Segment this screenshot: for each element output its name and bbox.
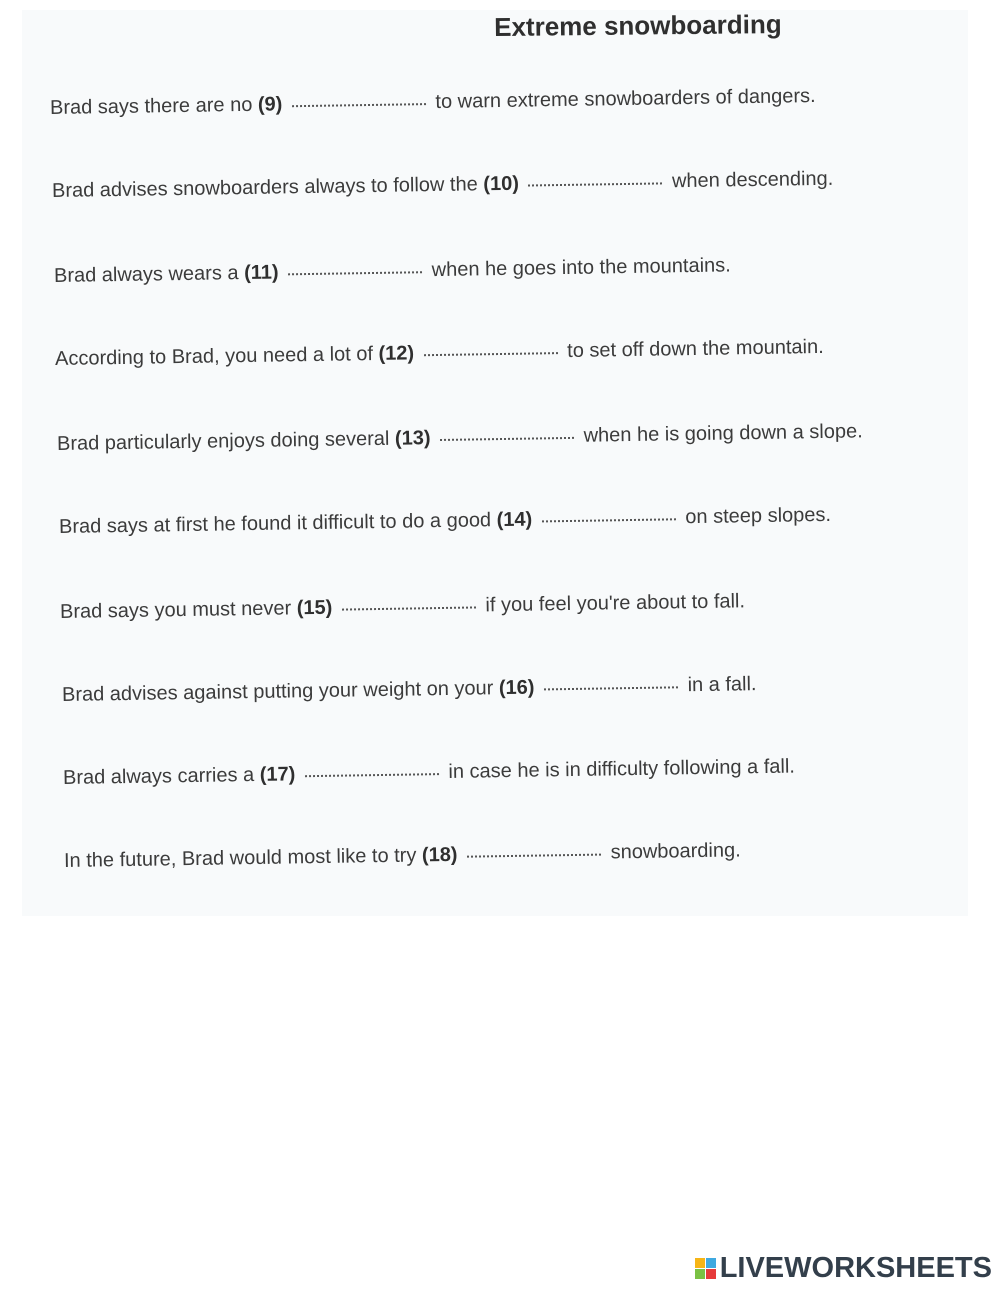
- logo-square: [706, 1258, 716, 1268]
- question-text-before: Brad says there are no: [49, 93, 253, 119]
- question-text-before: Brad advises snowboarders always to follow the: [51, 173, 478, 202]
- question-number: (15): [296, 596, 333, 620]
- question-text-before: In the future, Brad would most like to try: [63, 844, 417, 872]
- answer-blank-12[interactable]: [423, 332, 557, 356]
- question-text-before: Brad advises against putting your weight on your: [61, 677, 494, 706]
- question-number: (17): [259, 763, 296, 786]
- logo-square: [706, 1269, 716, 1279]
- question-number: (13): [394, 427, 431, 450]
- liveworksheets-brand: LIVEWORKSHEETS: [719, 1251, 992, 1284]
- question-text-after: when he is going down a slope.: [583, 420, 863, 447]
- question-text-after: to set off down the mountain.: [567, 335, 824, 362]
- question-text-before: Brad always wears a: [53, 262, 239, 287]
- liveworksheets-logo-icon: [695, 1258, 716, 1279]
- answer-blank-15[interactable]: [342, 586, 476, 610]
- question-text-after: in case he is in difficulty following a fall.: [448, 755, 796, 783]
- question-text-after: when he goes into the mountains.: [431, 254, 731, 282]
- question-text-after: in a fall.: [687, 673, 757, 697]
- answer-blank-13[interactable]: [440, 417, 574, 441]
- question-text-before: Brad says at first he found it difficult to do a good: [58, 509, 492, 538]
- answer-blank-14[interactable]: [541, 498, 675, 522]
- question-text-before: According to Brad, you need a lot of: [54, 343, 374, 370]
- answer-blank-11[interactable]: [288, 251, 422, 275]
- logo-square: [695, 1269, 705, 1279]
- liveworksheets-footer: [695, 1253, 992, 1283]
- question-text-after: snowboarding.: [610, 839, 741, 864]
- logo-square: [695, 1258, 705, 1268]
- question-text-after: when descending.: [671, 167, 834, 193]
- question-number: (12): [378, 342, 415, 365]
- question-number: (16): [498, 676, 535, 700]
- question-text-after: to warn extreme snowboarders of dangers.: [435, 84, 816, 113]
- question-text-before: Brad says you must never: [59, 597, 292, 623]
- question-text-after: on steep slopes.: [685, 503, 832, 529]
- worksheet-title: Extreme snowboarding: [494, 8, 782, 42]
- answer-blank-18[interactable]: [467, 834, 601, 858]
- answer-blank-9[interactable]: [292, 83, 426, 107]
- question-number: (18): [421, 843, 458, 867]
- answer-blank-10[interactable]: [528, 162, 662, 186]
- question-text-after: if you feel you're about to fall.: [485, 590, 746, 617]
- question-text-before: Brad always carries a: [62, 763, 255, 789]
- question-number: (9): [257, 93, 283, 116]
- answer-blank-17[interactable]: [305, 753, 439, 777]
- question-number: (11): [243, 261, 279, 285]
- answer-blank-16[interactable]: [544, 666, 678, 690]
- question-text-before: Brad particularly enjoys doing several: [56, 427, 390, 455]
- question-number: (10): [483, 172, 520, 196]
- question-number: (14): [496, 508, 533, 532]
